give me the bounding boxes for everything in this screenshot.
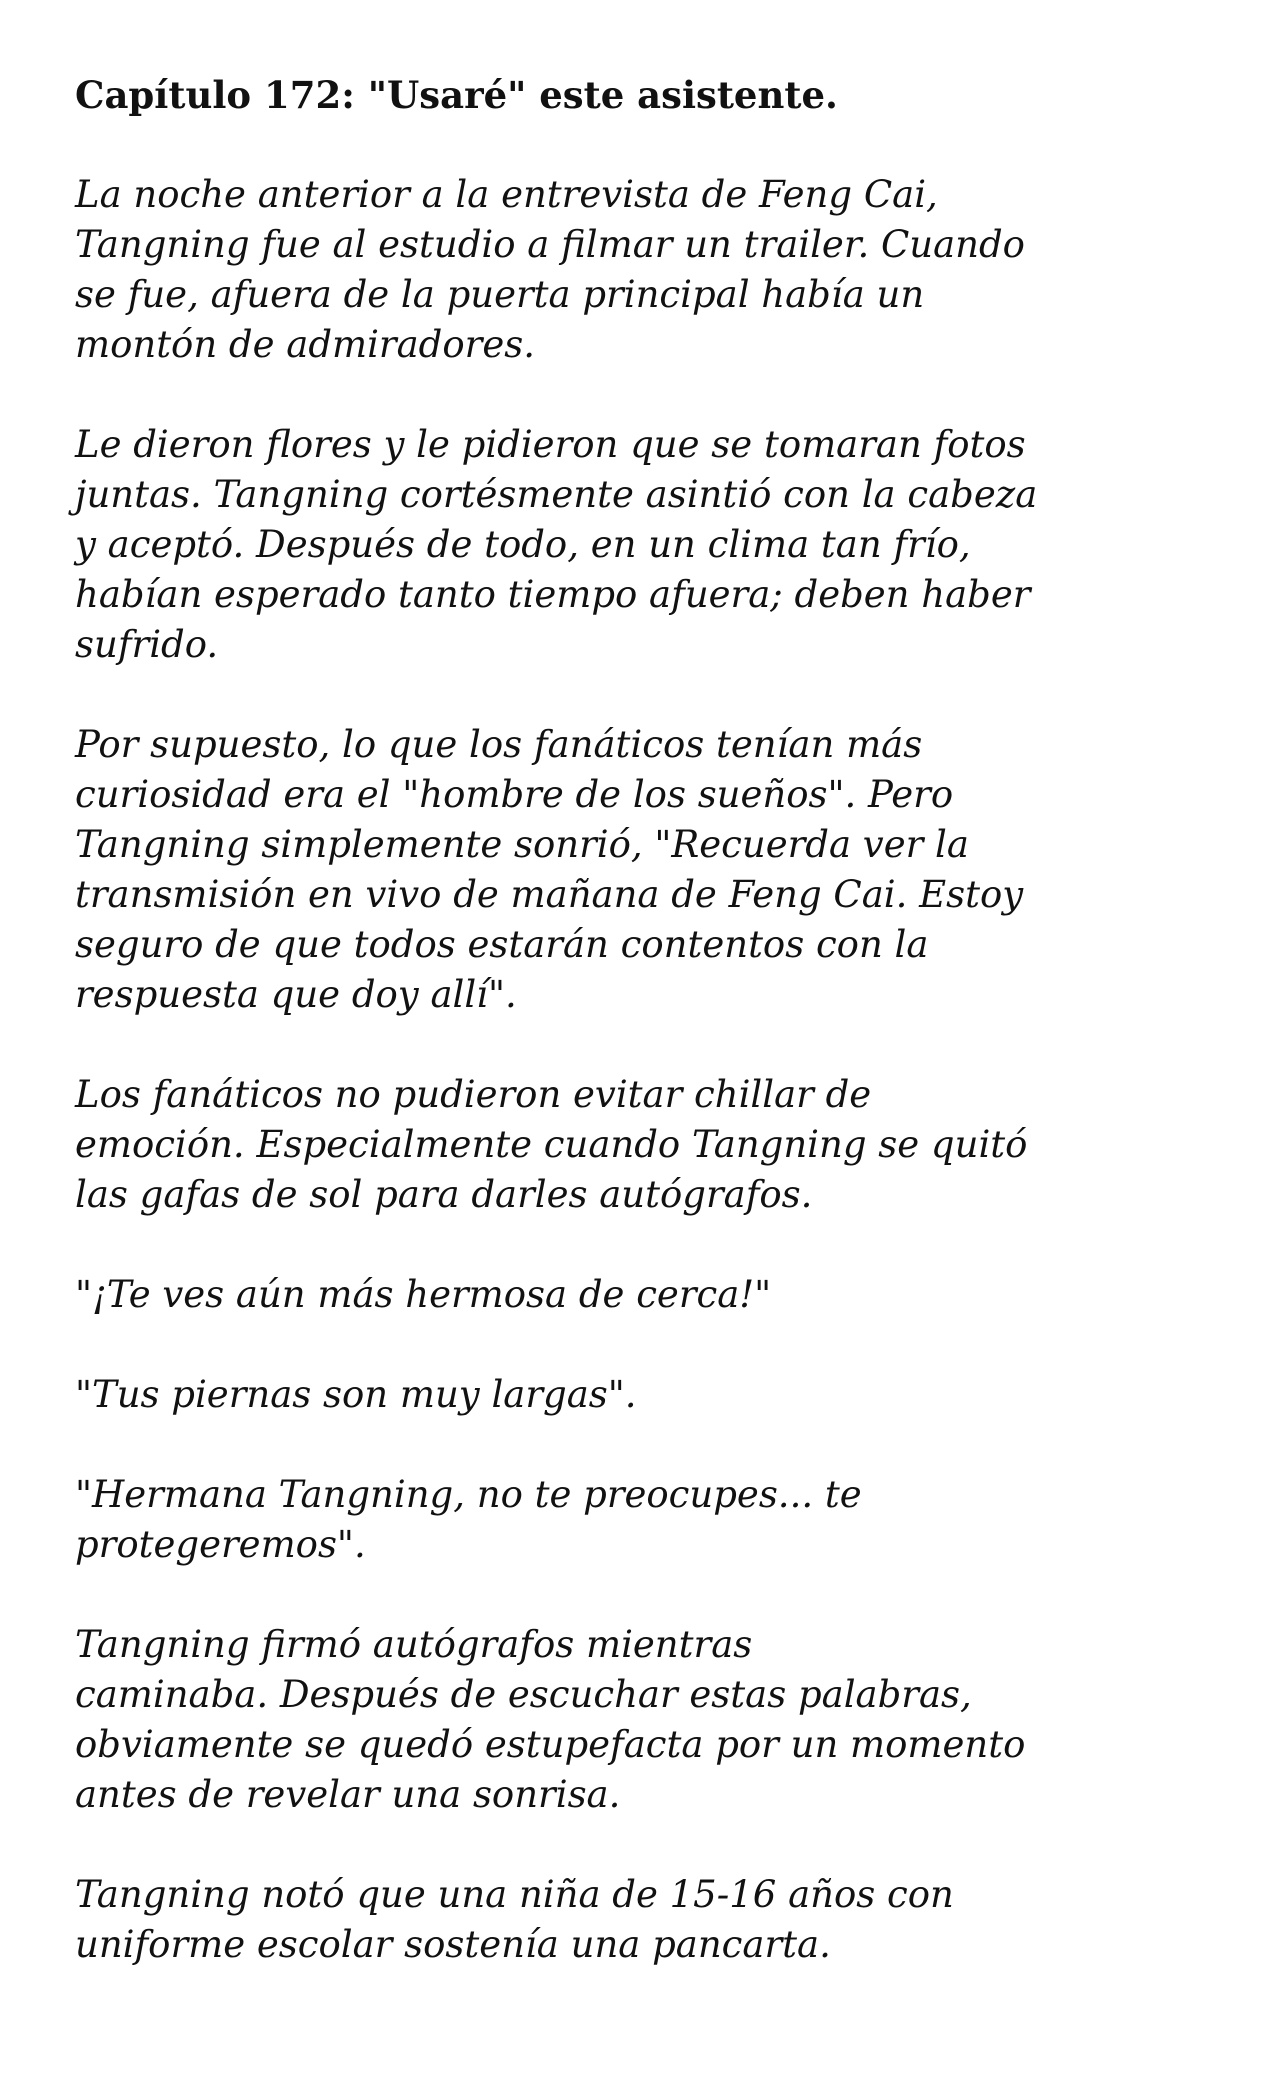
paragraph	[75, 720, 1205, 1020]
paragraph	[75, 1070, 1205, 1220]
text-line: habían esperado tanto tiempo afuera; deben haber	[75, 573, 1031, 616]
paragraph	[75, 170, 1205, 370]
paragraph	[75, 1370, 1205, 1420]
text-line: se fue, afuera de la puerta principal había un	[75, 273, 925, 316]
text-line: protegeremos".	[75, 1523, 366, 1566]
text-line: caminaba. Después de escuchar estas palabras,	[75, 1673, 972, 1716]
text-line: Por supuesto, lo que los fanáticos tenían más	[75, 723, 923, 766]
text-line: Le dieron flores y le pidieron que se tomaran fotos	[75, 423, 1026, 466]
paragraph	[75, 1470, 1205, 1570]
text-line: respuesta que doy allí".	[75, 973, 517, 1016]
text-line: obviamente se quedó estupefacta por un momento	[75, 1723, 1026, 1766]
text-line: seguro de que todos estarán contentos con la	[75, 923, 929, 966]
text-line: Tangning firmó autógrafos mientras	[75, 1623, 753, 1666]
text-line: Los fanáticos no pudieron evitar chillar de	[75, 1073, 872, 1116]
text-line: emoción. Especialmente cuando Tangning se quitó	[75, 1123, 1028, 1166]
text-line: las gafas de sol para darles autógrafos.	[75, 1173, 813, 1216]
text-line: curiosidad era el "hombre de los sueños". Pero	[75, 773, 954, 816]
paragraph	[75, 420, 1205, 670]
paragraph	[75, 1270, 1205, 1320]
text-line: Tangning notó que una niña de 15-16 años con	[75, 1873, 954, 1916]
text-line: y aceptó. Después de todo, en un clima tan frío,	[75, 523, 971, 566]
text-line: "¡Te ves aún más hermosa de cerca!"	[75, 1273, 772, 1316]
text-line: juntas. Tangning cortésmente asintió con la cabeza	[75, 473, 1038, 516]
paragraph	[75, 1870, 1205, 1970]
text-line: Tangning fue al estudio a filmar un trailer. Cuando	[75, 223, 1025, 266]
text-line: montón de admiradores.	[75, 323, 535, 366]
chapter-title: Capítulo 172: "Usaré" este asistente.	[75, 73, 838, 117]
text-line: Tangning simplemente sonrió, "Recuerda ver la	[75, 823, 969, 866]
text-line: sufrido.	[75, 623, 219, 666]
text-line: La noche anterior a la entrevista de Feng Cai,	[75, 173, 938, 216]
text-line: "Tus piernas son muy largas".	[75, 1373, 637, 1416]
text-line: antes de revelar una sonrisa.	[75, 1773, 621, 1816]
text-line: transmisión en vivo de mañana de Feng Cai. Estoy	[75, 873, 1024, 916]
document-page	[75, 70, 1205, 2020]
text-line: "Hermana Tangning, no te preocupes... te	[75, 1473, 862, 1516]
paragraph	[75, 1620, 1205, 1820]
text-line: uniforme escolar sostenía una pancarta.	[75, 1923, 831, 1966]
